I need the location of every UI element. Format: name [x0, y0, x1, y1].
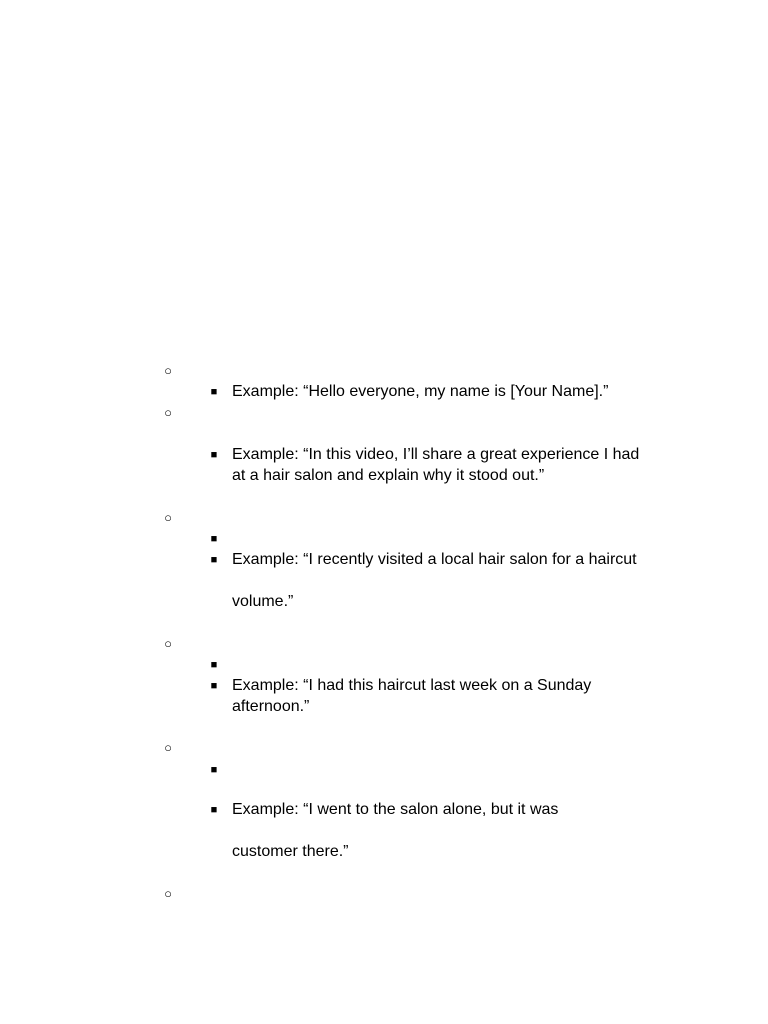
square-bullet: ■	[210, 449, 218, 461]
square-bullet: ■	[210, 804, 218, 816]
example-text: Example: “In this video, I’ll share a great experience I had	[232, 446, 640, 463]
example-text-continuation: volume.”	[232, 593, 294, 610]
circle-bullet: ○	[164, 636, 172, 651]
example-text: Example: “I had this haircut last week on a Sunday	[232, 677, 592, 694]
example-text-continuation: customer there.”	[232, 843, 349, 860]
example-text: Example: “Hello everyone, my name is [Your Name].”	[232, 383, 609, 400]
example-text-continuation: afternoon.”	[232, 698, 310, 715]
example-text: Example: “I recently visited a local hair salon for a haircut	[232, 551, 637, 568]
circle-bullet: ○	[164, 363, 172, 378]
circle-bullet: ○	[164, 740, 172, 755]
square-bullet: ■	[210, 533, 218, 545]
square-bullet: ■	[210, 659, 218, 671]
example-text: Example: “I went to the salon alone, but it was	[232, 801, 559, 818]
circle-bullet: ○	[164, 405, 172, 420]
example-text-continuation: at a hair salon and explain why it stood out.”	[232, 467, 545, 484]
square-bullet: ■	[210, 764, 218, 776]
square-bullet: ■	[210, 386, 218, 398]
circle-bullet: ○	[164, 510, 172, 525]
square-bullet: ■	[210, 680, 218, 692]
circle-bullet: ○	[164, 886, 172, 901]
square-bullet: ■	[210, 554, 218, 566]
